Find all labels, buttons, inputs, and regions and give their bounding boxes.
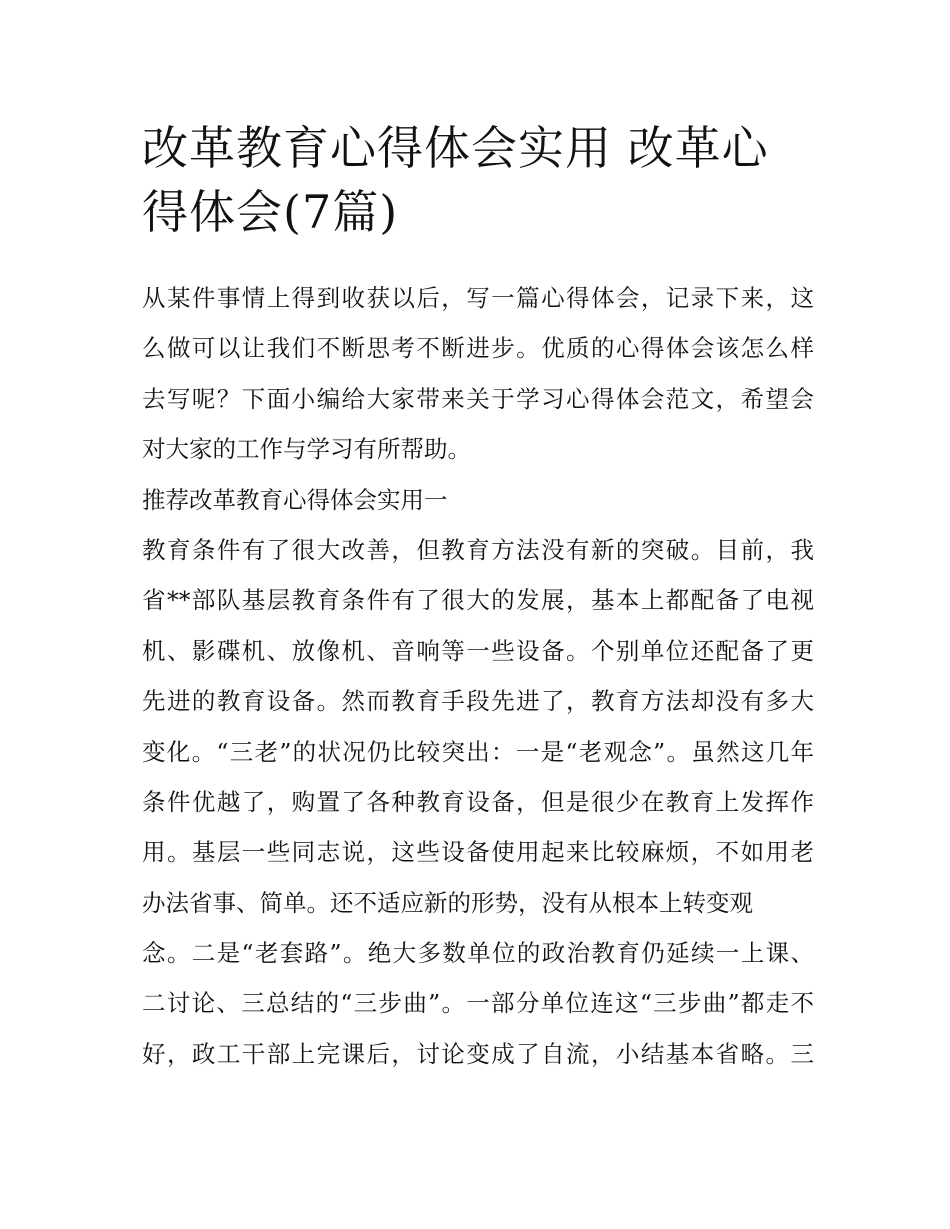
body-line: 么做可以让我们不断思考不断进步。优质的心得体会该怎么样 bbox=[142, 334, 814, 363]
body-line: 用。基层一些同志说，这些设备使用起来比较麻烦，不如用老 bbox=[142, 838, 814, 867]
body-line: 省**部队基层教育条件有了很大的发展，基本上都配备了电视 bbox=[142, 586, 814, 615]
body-line: 念。二是“老套路”。绝大多数单位的政治教育仍延续一上课、 bbox=[142, 939, 814, 968]
body-line: 从某件事情上得到收获以后，写一篇心得体会，记录下来，这 bbox=[142, 284, 814, 312]
body-line: 对大家的工作与学习有所帮助。 bbox=[142, 435, 471, 464]
document-content bbox=[142, 116, 814, 1079]
body-line: 先进的教育设备。然而教育手段先进了，教育方法却没有多大 bbox=[142, 687, 814, 716]
document-title: 改革教育心得体会实用 改革心得体会(7篇) bbox=[142, 121, 769, 239]
body-line: 机、影碟机、放像机、音响等一些设备。个别单位还配备了更 bbox=[142, 636, 814, 665]
body-line: 二讨论、三总结的“三步曲”。一部分单位连这“三步曲”都走不 bbox=[142, 989, 814, 1018]
body-line: 条件优越了，购置了各种教育设备，但是很少在教育上发挥作 bbox=[142, 787, 814, 816]
body-line: 去写呢？下面小编给大家带来关于学习心得体会范文，希望会 bbox=[142, 384, 814, 413]
document-body bbox=[142, 273, 814, 1079]
body-line: 好，政工干部上完课后，讨论变成了自流，小结基本省略。三 bbox=[142, 1039, 814, 1068]
body-line: 教育条件有了很大改善，但教育方法没有新的突破。目前，我 bbox=[142, 535, 814, 564]
body-line: 变化。“三老”的状况仍比较突出：一是“老观念”。虽然这几年 bbox=[142, 737, 814, 766]
body-line: 办法省事、简单。还不适应新的形势，没有从根本上转变观 bbox=[142, 888, 753, 917]
body-line: 推荐改革教育心得体会实用一 bbox=[142, 485, 448, 514]
